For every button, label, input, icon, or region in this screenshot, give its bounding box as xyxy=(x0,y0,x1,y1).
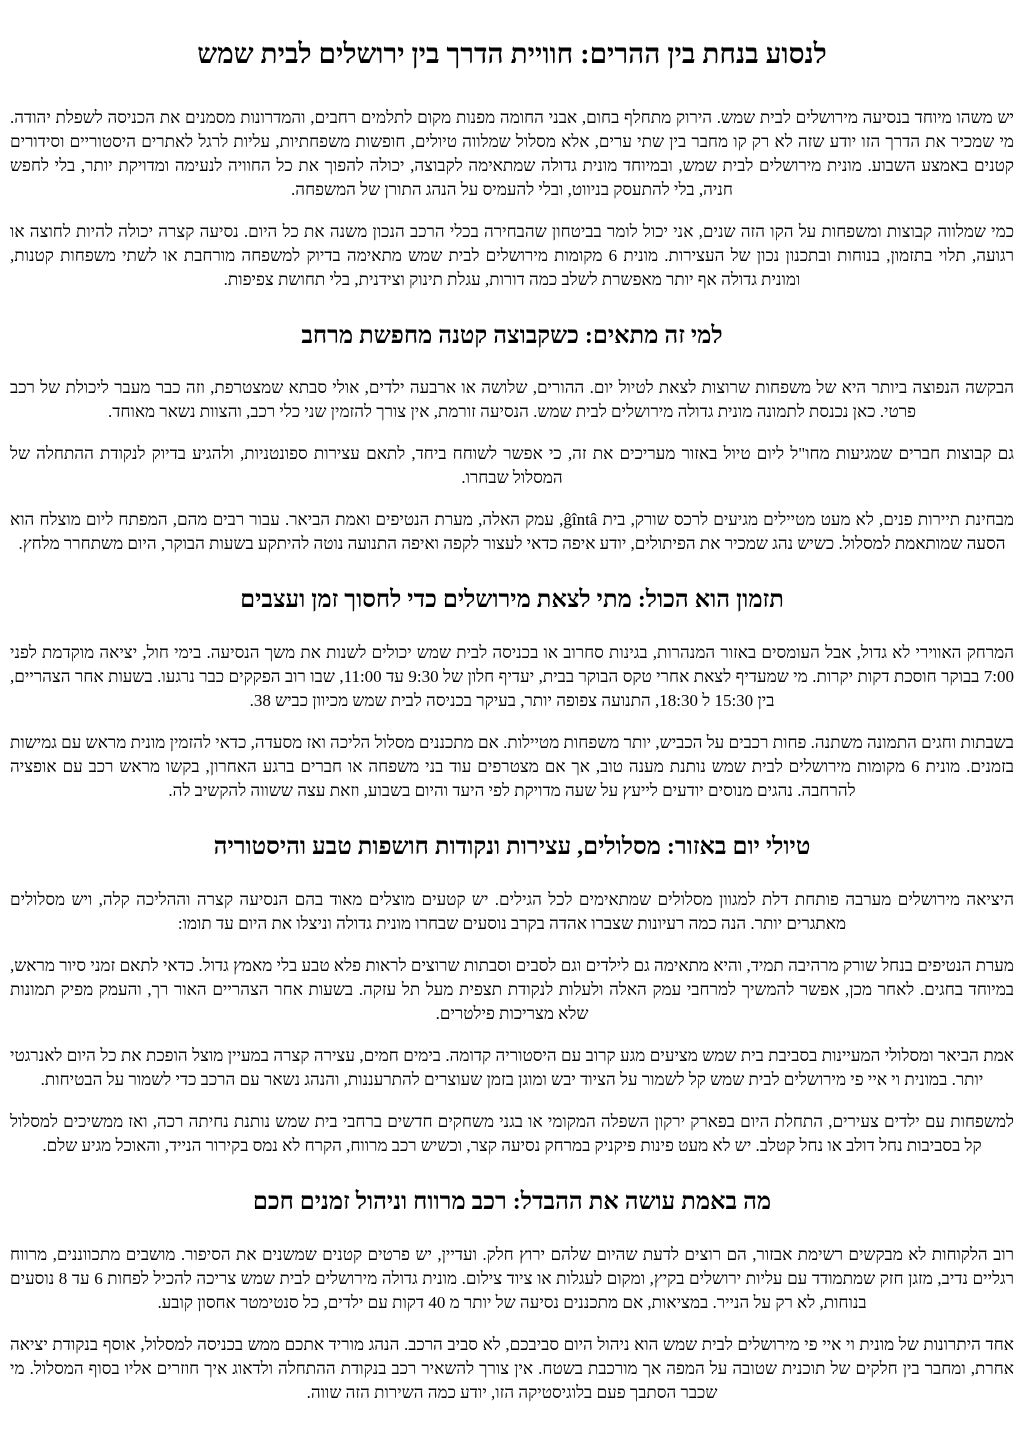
paragraph: הבקשה הנפוצה ביותר היא של משפחות שרוצות לצאת לטיול יום. ההורים, שלושה או ארבעה ילדים, אולי סבתא שמצטרפת, וזה כבר מעבר ליכולת של רכב פרטי. כאן נכנסת לתמונה מונית גדולה מירושלים לבית שמש. הנסיעה זורמת, אין צורך להזמין שני כלי רכב, והצוות נשאר מאוחד. xyxy=(10,378,1014,422)
section-heading-what-makes-difference: מה באמת עושה את ההבדל: רכב מרווח וניהול זמנים חכם xyxy=(252,1188,772,1215)
paragraph: המרחק האווירי לא גדול, אבל העומסים באזור המנהרות, בגינות סחרוב או בכניסה לבית שמש יכולים לשנות את משך הנסיעה. בימי חול, יציאה מוקדמת לפני 7:00 בבוקר חוסכת דקות יקרות. מי שמעדיף לצאת אחרי טקס הבוקר בבית, יעדיף חלון של 9:30 עד 11:00, שבו רוב הפקקים כבר נרגעו. בשעות אחר הצהריים, בין 15:30 ל 18:30, התנועה צפופה יותר, בעיקר בכניסה לבית שמש מכיוון כביש 38. xyxy=(10,643,1015,711)
section-heading-day-trips: טיולי יום באזור: מסלולים, עצירות ונקודות חושפות טבע והיסטוריה xyxy=(213,834,811,861)
paragraph: מבחינת תיירות פנים, לא מעט מטיילים מגיעים לרכס שורק, בית ĝîntâ, עמק האלה, מערת הנטיפים ואמת הביאר. עבור רבים מהם, המפתח ליום מוצלח הוא הסעה שמותאמת למסלול. כשיש נהג שמכיר את הפיתולים, יודע איפה כדאי לעצור לקפה ואיפה התנועה נוטה להיתקע בשעות הבוקר, היום משתחרר מלחץ. xyxy=(10,510,1014,554)
paragraph: אמת הביאר ומסלולי המעיינות בסביבת בית שמש מציעים מגע קרוב עם היסטוריה קדומה. בימים חמים, עצירה קצרה במעיין מוצל הופכת את כל היום לאנרגטי יותר. במונית וי איי פי מירושלים לבית שמש קל לשמור על הציוד יבש ומוגן בזמן שעוצרים להתרעננות, והנהג נשאר עם הרכב כדי לשמור על הבטיחות. xyxy=(10,1045,1014,1089)
paragraph: למשפחות עם ילדים צעירים, התחלת היום בפארק ירקון השפלה המקומי או בגני משחקים חדשים ברחבי בית שמש נותנת נחיתה רכה, ואז ממשיכים למסלול קל בסביבות נחל דולב או נחל קטלב. יש לא מעט פינות פיקניק במרחק נסיעה קצר, וכשיש רכב מרווח, הקרח לא נמס בקירור הנייד, והאוכל מגיע שלם. xyxy=(10,1111,1014,1155)
paragraph: כמי שמלווה קבוצות ומשפחות על הקו הזה שנים, אני יכול לומר בביטחון שהבחירה בכלי הרכב הנכון משנה את כל היום. נסיעה קצרה יכולה להיות לחוצה או רגועה, תלוי בתזמון, בנוחות ובתכנון נכון של העצירות. מונית 6 מקומות מירושלים לבית שמש מתאימה בדיוק למשפחה מורחבת או לשתי משפחות קטנות, ומונית גדולה אף יותר מאפשרת לשלב כמה דורות, עגלת תינוק וצידנית, בלי תחושת צפיפות. xyxy=(10,221,1014,289)
paragraph: רוב הלקוחות לא מבקשים רשימת אבזור, הם רוצים לדעת שהיום שלהם ירוץ חלק. ועדיין, יש פרטים קטנים שמשנים את הסיפור. מושבים מתכווננים, מרווח רגליים נדיב, מזגן חזק שמתמודד עם עליות ירושלים בקיץ, ומקום לעגלות או ציוד צילום. מונית גדולה מירושלים לבית שמש צריכה להכיל לפחות 6 עד 8 נוסעים בנוחות, לא רק על הנייר. במציאות, אם מתכננים נסיעה של יותר מ 40 דקות עם ילדים, כל סנטימטר אחסון קובע. xyxy=(10,1244,1014,1312)
paragraph: אחד היתרונות של מונית וי איי פי מירושלים לבית שמש הוא ניהול היום סביבכם, לא סביב הרכב. הנהג מוריד אתכם ממש בכניסה למסלול, אוסף בנקודת יציאה אחרת, ומחבר בין חלקים של תוכנית שטובה על המפה אך מורכבת בשטח. אין צורך להשאיר רכב בנקודת ההתחלה ולדאוג איך חוזרים אליו בסוף המסלול. מי שכבר הסתבך פעם בלוגיסטיקה הזו, יודע כמה השירות הזה שווה. xyxy=(10,1334,1014,1402)
section-heading-timing: תזמון הוא הכול: מתי לצאת מירושלים כדי לחסוך זמן ועצבים xyxy=(240,587,784,614)
paragraph: יש משהו מיוחד בנסיעה מירושלים לבית שמש. הירוק מתחלף בחום, אבני החומה מפנות מקום לתלמים רחבים, והמדרונות מסמנים את הכניסה לשפלת יהודה. מי שמכיר את הדרך הזו יודע שזה לא רק קו מחבר בין שתי ערים, אלא מסלול שמלווה טיולים, חופשות משפחתיות, עליות לרגל לאתרים היסטוריים וסידורים קטנים באמצע השבוע. מונית מירושלים לבית שמש, ובמיוחד מונית גדולה שמתאימה לקבוצה, יכולה להפוך את כל החוויה לנעימה ומדויקת יותר, בלי לחפש חניה, בלי להתעסק בניווט, ובלי להעמיס על הנהג התורן של המשפחה. xyxy=(10,107,1014,199)
paragraph: מערת הנטיפים בנחל שורק מרהיבה תמיד, והיא מתאימה גם לילדים וגם לסבים וסבתות שרוצים לראות פלא טבע בלי מאמץ גדול. כדאי לתאם זמני סיור מראש, במיוחד בחגים. לאחר מכן, אפשר להמשיך למרחבי עמק האלה ולעלות לנקודת תצפית מעל תל עזקה. בשעות אחר הצהריים האור רך, והעמק מפיק תמונות שלא מצריכות פילטרים. xyxy=(10,955,1014,1023)
section-heading-who-is-it-for: למי זה מתאים: כשקבוצה קטנה מחפשת מרחב xyxy=(301,322,723,349)
paragraph: גם קבוצות חברים שמגיעות מחו"ל ליום טיול באזור מעריכים את זה, כי אפשר לשוחח ביחד, לתאם עצירות ספונטניות, ולהגיע בדיוק לנקודת ההתחלה של המסלול שבחרו. xyxy=(10,444,1014,488)
article-title: לנסוע בנחת בין ההרים: חוויית הדרך בין ירושלים לבית שמש xyxy=(197,39,827,70)
paragraph: היציאה מירושלים מערבה פותחת דלת למגוון מסלולים שמתאימים לכל הגילים. יש קטעים מוצלים מאוד בהם הנסיעה קצרה וההליכה קלה, ויש מסלולים מאתגרים יותר. הנה כמה רעיונות שצברו אהדה בקרב נוסעים שבחרו מונית גדולה וניצלו את היום עד תומו: xyxy=(10,889,1014,933)
paragraph: בשבתות וחגים התמונה משתנה. פחות רכבים על הכביש, יותר משפחות מטיילות. אם מתכננים מסלול הליכה ואז מסעדה, כדאי להזמין מונית מראש עם גמישות בזמנים. מונית 6 מקומות מירושלים לבית שמש נותנת מענה טוב, אך אם מצטרפים עוד בני משפחה או חברים ברגע האחרון, בקשו מראש רכב עם אופציה להרחבה. נהגים מנוסים יודעים לייעץ על שעה מדויקת לפי היעד והיום בשבוע, וזאת עצה ששווה להקשיב לה. xyxy=(10,733,1015,801)
